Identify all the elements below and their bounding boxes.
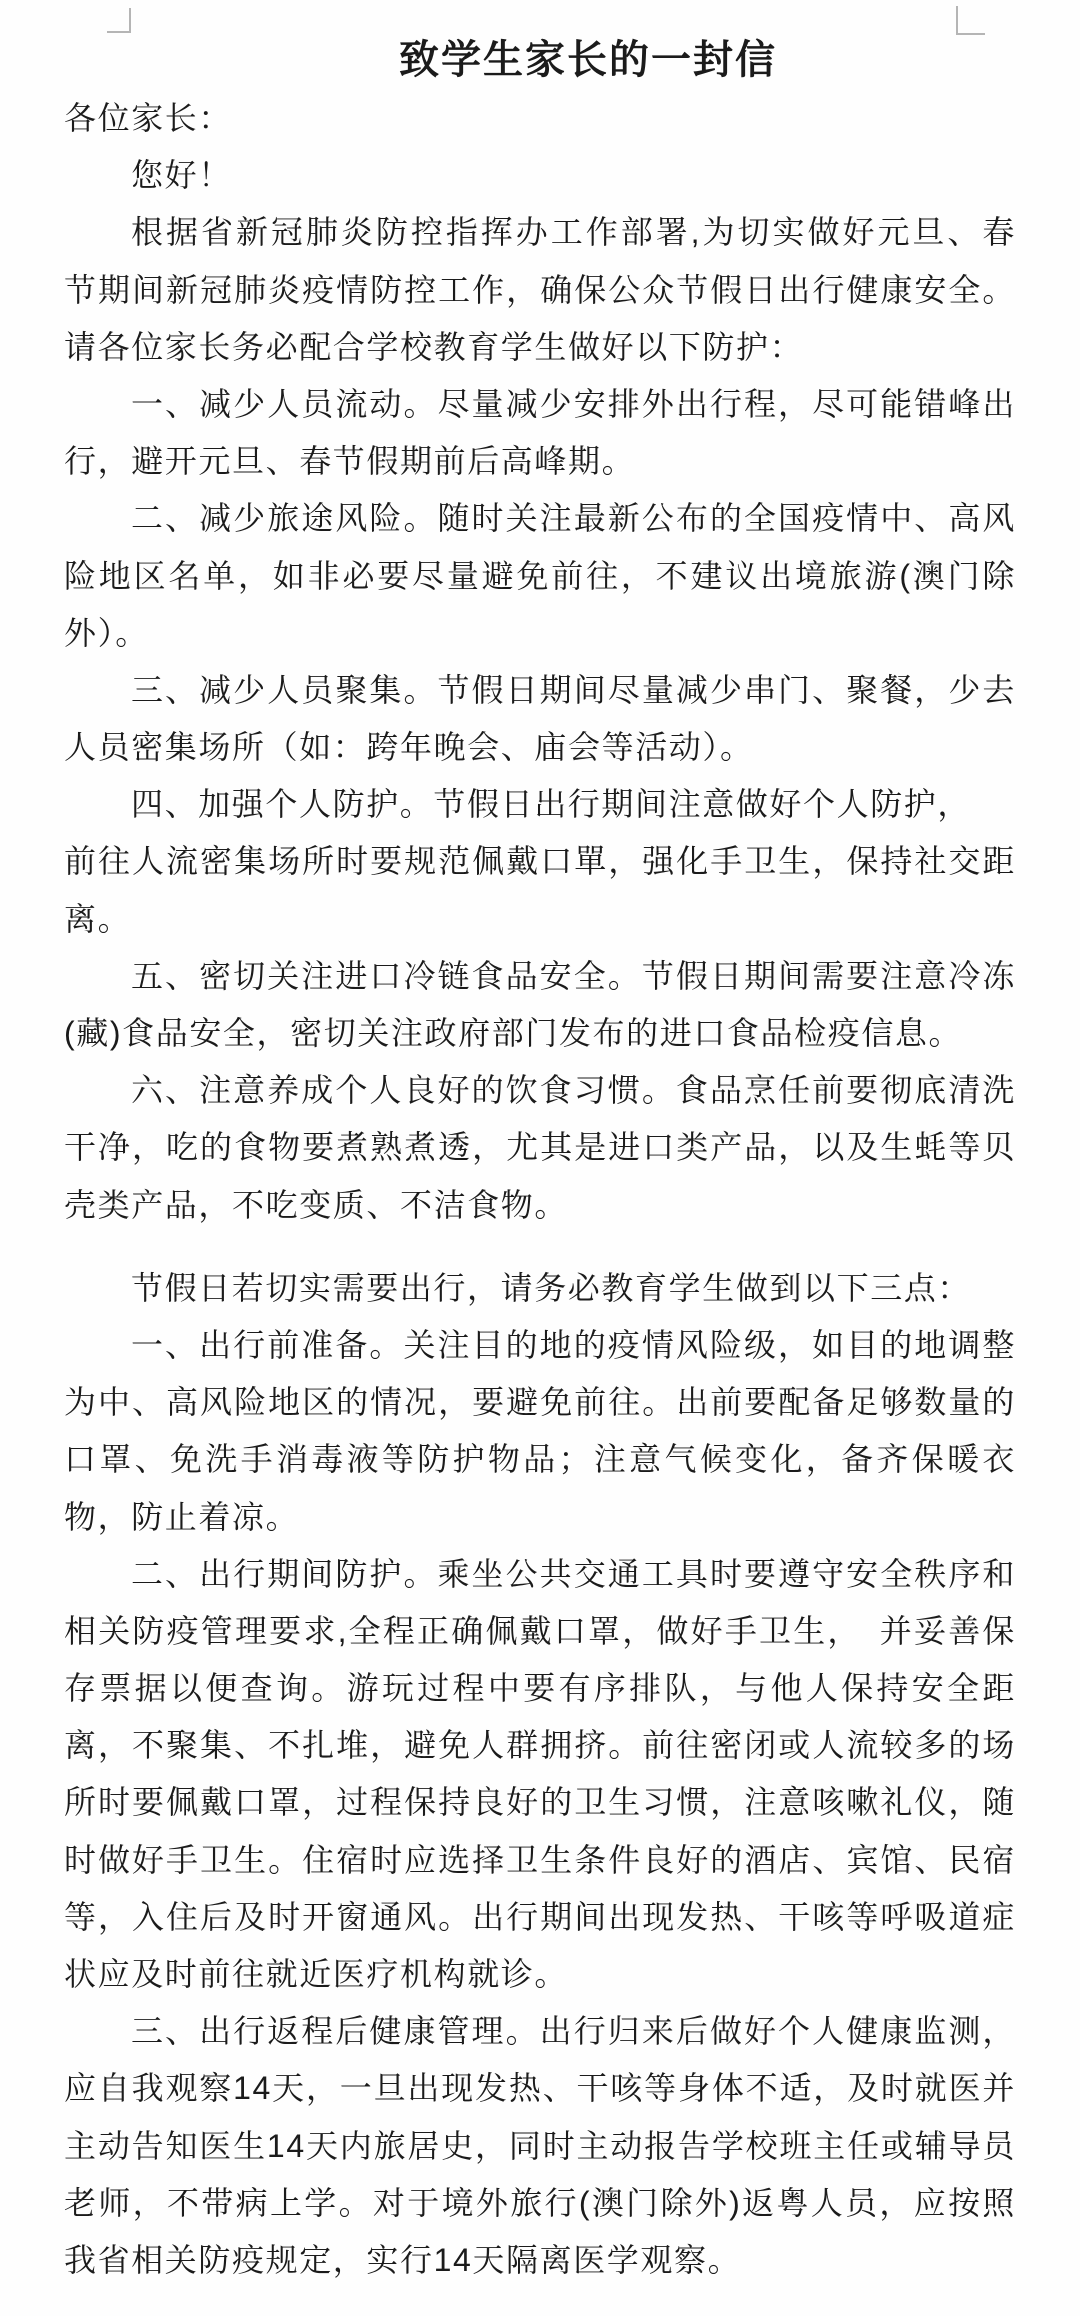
letter-line: 应自我观察14天，一旦出现发热、干咳等身体不适，及时就医并 [64, 2070, 1016, 2107]
letter-line: 离。 [64, 900, 132, 937]
letter-line: 二、减少旅途风险。随时关注最新公布的全国疫情中、高风 [131, 500, 1016, 537]
letter-line: 我省相关防疫规定，实行14天隔离医学观察。 [64, 2241, 742, 2278]
letter-line: 请各位家长务必配合学校教育学生做好以下防护： [64, 328, 804, 365]
letter-line: 三、减少人员聚集。节假日期间尽量减少串门、聚餐，少去 [131, 671, 1016, 708]
letter-line: 老师，不带病上学。对于境外旅行(澳门除外)返粤人员，应按照 [64, 2184, 1016, 2221]
letter-line: 六、注意养成个人良好的饮食习惯。食品烹任前要彻底清洗 [131, 1072, 1016, 1109]
letter-line: 根据省新冠肺炎防控指挥办工作部署,为切实做好元旦、春 [131, 214, 1016, 251]
page-title: 致学生家长的一封信 [399, 38, 777, 82]
letter-line: 行，避开元旦、春节假期前后高峰期。 [64, 443, 636, 480]
letter-line: 各位家长： [64, 100, 233, 136]
letter-line: 四、加强个人防护。节假日出行期间注意做好个人防护， [131, 786, 972, 823]
letter-line: 干净，吃的食物要煮熟煮透，尤其是进口类产品，以及生蚝等贝 [64, 1129, 1016, 1166]
letter-line: 离，不聚集、不扎堆，避免人群拥挤。前往密闭或人流较多的场 [64, 1727, 1016, 1764]
letter-line: 三、出行返程后健康管理。出行归来后做好个人健康监测， [131, 2013, 1016, 2050]
letter-line: 五、密切关注进口冷链食品安全。节假日期间需要注意冷冻 [131, 957, 1016, 994]
letter-line: 主动告知医生14天内旅居史，同时主动报告学校班主任或辅导员 [64, 2127, 1016, 2164]
letter-line: 节假日若切实需要出行，请务必教育学生做到以下三点： [131, 1269, 972, 1306]
letter-body [64, 90, 1016, 2289]
page-margin-mark-top-right [956, 6, 985, 35]
letter-line: 一、减少人员流动。尽量减少安排外出行程，尽可能错峰出 [131, 385, 1016, 422]
letter-line: 口罩、免洗手消毒液等防护物品；注意气候变化，备齐保暖衣 [64, 1441, 1016, 1478]
page-margin-mark-top-left [107, 8, 131, 33]
letter-line: 二、出行期间防护。乘坐公共交通工具时要遵守安全秩序和 [131, 1555, 1016, 1592]
letter-line: 相关防疫管理要求,全程正确佩戴口罩，做好手卫生， 并妥善保 [64, 1612, 1016, 1649]
letter-line: 为中、高风险地区的情况，要避免前往。出前要配备足够数量的 [64, 1384, 1016, 1421]
letter-line: 前往人流密集场所时要规范佩戴口單，强化手卫生，保持社交距 [64, 843, 1016, 880]
letter-line: 节期间新冠肺炎疫情防控工作，确保公众节假日出行健康安全。 [64, 271, 1016, 308]
letter-line: 人员密集场所（如：跨年晚会、庙会等活动）。 [64, 729, 754, 766]
letter-line: (藏)食品安全，密切关注政府部门发布的进口食品检疫信息。 [64, 1015, 963, 1051]
letter-line: 等，入住后及时开窗通风。出行期间出现发热、干咳等呼吸道症 [64, 1898, 1016, 1935]
letter-line: 物，防止着凉。 [64, 1498, 300, 1535]
letter-line: 状应及时前往就近医疗机构就诊。 [64, 1956, 569, 1992]
letter-line: 险地区名单，如非必要尽量避免前往，不建议出境旅游(澳门除 [64, 557, 1016, 594]
letter-line: 您好！ [131, 157, 232, 194]
letter-line: 存票据以便查询。游玩过程中要有序排队，与他人保持安全距 [64, 1670, 1016, 1707]
letter-document [64, 36, 1016, 2289]
letter-line: 所时要佩戴口罩，过程保持良好的卫生习惯，注意咳嗽礼仪，随 [64, 1784, 1016, 1821]
letter-line: 外）。 [64, 614, 149, 651]
letter-line: 壳类产品，不吃变质、不洁食物。 [64, 1186, 569, 1223]
letter-line: 一、出行前准备。关注目的地的疫情风险级，如目的地调整 [131, 1326, 1016, 1363]
letter-line: 时做好手卫生。住宿时应选择卫生条件良好的酒店、宾馆、民宿 [64, 1841, 1016, 1878]
